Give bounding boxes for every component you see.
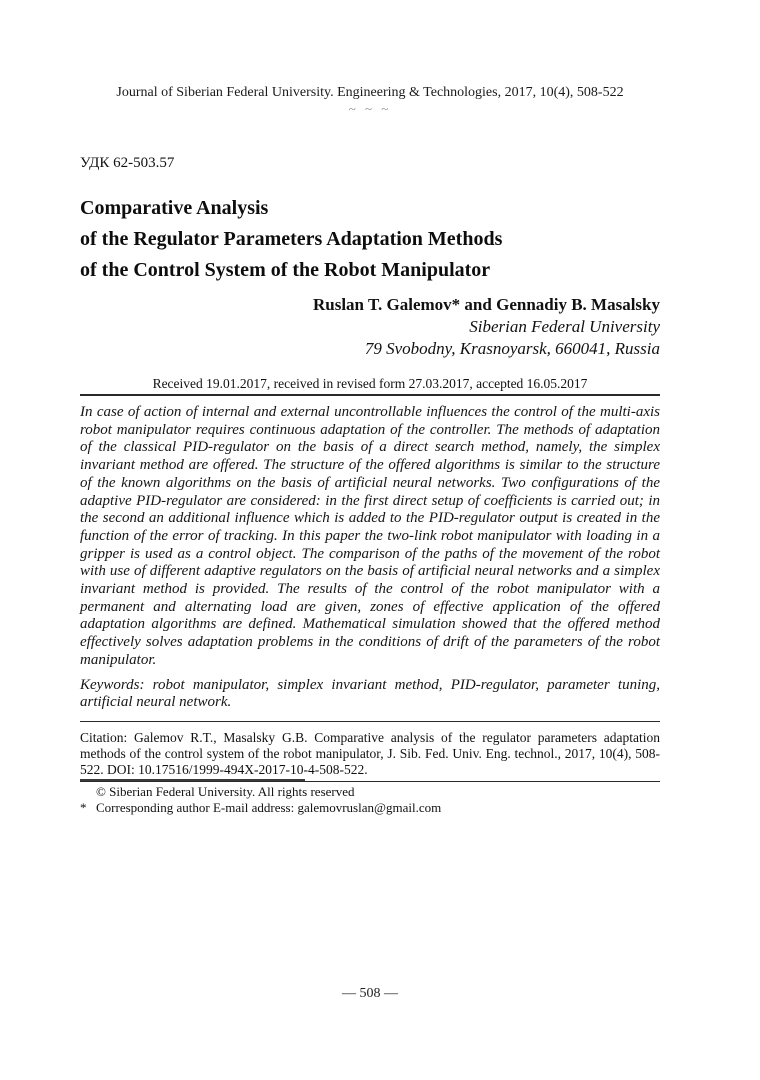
affiliation-line: Siberian Federal University bbox=[469, 317, 660, 336]
authors-names-line: Ruslan T. Galemov* and Gennadiy B. Masalsky bbox=[312, 295, 660, 314]
title-line-1: Comparative Analysis bbox=[80, 197, 269, 219]
udk-code: УДК 62-503.57 bbox=[80, 155, 175, 171]
footnote-divider bbox=[80, 779, 305, 781]
paper-page bbox=[80, 0, 660, 1080]
keywords-paragraph: Keywords: robot manipulator, simplex invariant method, PID-regulator, parameter tuning, artificial neural network. bbox=[80, 676, 660, 711]
abstract-paragraph: In case of action of internal and external uncontrollable influences the control of the multi-axis robot manipulator requires continuous adaptation of the controller. The methods of adaptation of the classical PID-regulator on the basis of a direct search method, namely, the simplex invariant method are offered. The structure of the offered algorithms is similar to the structure of the known algorithms on the basis of artificial neural networks. Two configurations of the adaptive PID-regulator are considered: in the first direct setup of coefficients is carried out; in the second an additional influence which is added to the PID-regulator output is created in the function of the error of tracking. In this paper the two-link robot manipulator with loading in a gripper is used as a control object. The comparison of the paths of the movement of the robot with use of different adaptive regulators on the basis of artificial neural networks and a simplex invariant method is provided. The results of the control of the robot manipulator with a permanent and alternating load are given, zones of effective application of the offered adaptation algorithms are defined. Mathematical simulation showed that the offered method effectively solves adaptation problems in the conditions of drift of the parameters of the robot manipulator. bbox=[80, 404, 660, 668]
copyright-line: © Siberian Federal University. All rights reserved bbox=[96, 784, 355, 799]
title-line-2: of the Regulator Parameters Adaptation Methods bbox=[80, 228, 503, 250]
footnote-asterisk-marker: * bbox=[80, 800, 87, 815]
citation-paragraph: Citation: Galemov R.T., Masalsky G.B. Comparative analysis of the regulator parameters adaptation methods of the control system of the robot manipulator, J. Sib. Fed. Univ. Eng. technol., 2017, 10(4), 508-522. DOI: 10.17516/1999-494X-2017-10-4-508-522. bbox=[80, 729, 660, 777]
address-line: 79 Svobodny, Krasnoyarsk, 660041, Russia bbox=[364, 339, 660, 358]
authors-block bbox=[80, 294, 660, 360]
received-dates-line: Received 19.01.2017, received in revised form 27.03.2017, accepted 16.05.2017 bbox=[152, 376, 588, 391]
divider-below-dates bbox=[80, 394, 660, 396]
ornament-tildes: ~ ~ ~ bbox=[348, 101, 392, 116]
footnote-block bbox=[80, 779, 660, 816]
corresponding-author-line bbox=[80, 800, 660, 816]
divider-above-citation bbox=[80, 721, 660, 722]
corresponding-author-text: Corresponding author E-mail address: galemovruslan@gmail.com bbox=[96, 800, 442, 815]
journal-header-line: Journal of Siberian Federal University. Engineering & Technologies, 2017, 10(4), 508-522 bbox=[116, 85, 624, 100]
paper-title bbox=[80, 193, 660, 286]
page-number: — 508 — bbox=[342, 986, 398, 1001]
title-line-3: of the Control System of the Robot Manipulator bbox=[80, 259, 491, 281]
